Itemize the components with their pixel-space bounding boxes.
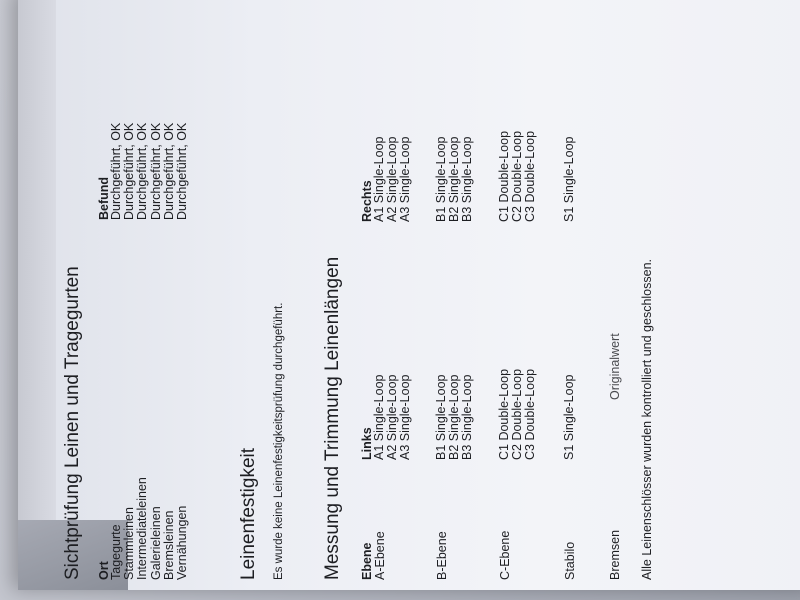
rechts-group-stabilo — [563, 137, 576, 222]
ebene-label: Stabilo — [563, 541, 577, 580]
line-entry: A3 Single-Loop — [398, 374, 413, 460]
column-header-befund: Befund — [97, 176, 111, 220]
document-page-continued — [600, 40, 680, 600]
rechts-group-c — [498, 131, 538, 222]
footer-note: Alle Leinenschlösser wurden kontrolliert und geschlossen. — [640, 258, 654, 580]
paper-curl — [18, 0, 56, 590]
line-entry: C1 Double-Loop — [497, 368, 511, 460]
links-group-b — [435, 375, 475, 460]
befund-list — [110, 123, 189, 220]
ebene-label: B-Ebene — [435, 531, 449, 580]
line-entry: C1 Double-Loop — [497, 130, 511, 222]
line-entry: S1 Single-Loop — [562, 374, 576, 460]
line-entry: B3 Single-Loop — [460, 374, 475, 460]
column-header-rechts: Rechts — [360, 180, 374, 222]
ebene-label: A-Ebene — [373, 531, 387, 580]
table-cell-ort: Galerieleinen — [148, 506, 163, 580]
links-group-a — [373, 375, 413, 460]
table-cell-ort: Bremsleinen — [161, 510, 176, 580]
ebene-label: C-Ebene — [498, 530, 512, 580]
document-page — [60, 40, 580, 600]
line-entry: B1 Single-Loop — [434, 136, 448, 222]
line-entry: C2 Double-Loop — [510, 368, 525, 460]
table-cell-ort: Tagegurte — [109, 524, 123, 580]
column-header-ebene: Ebene — [360, 542, 374, 580]
line-entry: C3 Double-Loop — [523, 368, 538, 460]
ort-list — [110, 477, 189, 580]
leinenfestigkeit-text: Es wurde keine Leinenfestigkeitsprüfung durchgeführt. — [273, 302, 285, 580]
table-cell-ort: Intermediateleinen — [135, 477, 150, 580]
column-header-ort: Ort — [97, 561, 111, 580]
table-cell-befund: Durchgeführt, OK — [161, 122, 176, 220]
bremsen-value: Originalwert — [608, 333, 622, 400]
line-entry: C3 Double-Loop — [523, 130, 538, 222]
table-cell-ort: Stammleinen — [122, 507, 137, 580]
links-group-c — [498, 369, 538, 460]
table-cell-befund: Durchgeführt, OK — [122, 122, 137, 220]
line-entry: A3 Single-Loop — [398, 136, 413, 222]
line-entry: A1 Single-Loop — [372, 136, 386, 222]
line-entry: B3 Single-Loop — [460, 136, 475, 222]
line-entry: B2 Single-Loop — [447, 136, 462, 222]
rechts-group-b — [435, 137, 475, 222]
bremsen-label: Bremsen — [608, 529, 622, 580]
line-entry: A2 Single-Loop — [385, 136, 400, 222]
links-group-stabilo — [563, 375, 576, 460]
line-entry: A1 Single-Loop — [372, 374, 386, 460]
table-cell-befund: Durchgeführt, OK — [135, 122, 150, 220]
line-entry: C2 Double-Loop — [510, 130, 525, 222]
table-cell-befund: Durchgeführt, OK — [175, 122, 190, 220]
table-cell-befund: Durchgeführt, OK — [109, 122, 123, 220]
line-entry: S1 Single-Loop — [562, 136, 576, 222]
section-title-messung: Messung und Trimmung Leinenlängen — [322, 256, 343, 580]
table-cell-befund: Durchgeführt, OK — [148, 122, 163, 220]
table-cell-ort: Vernähungen — [175, 505, 190, 580]
line-entry: B2 Single-Loop — [447, 374, 462, 460]
column-header-links: Links — [360, 427, 374, 460]
line-entry: A2 Single-Loop — [385, 374, 400, 460]
rechts-group-a — [373, 137, 413, 222]
line-entry: B1 Single-Loop — [434, 374, 448, 460]
section-title-leinenfestigkeit: Leinenfestigkeit — [238, 447, 259, 580]
section-title-sichtpruefung: Sichtprüfung Leinen und Tragegurten — [62, 266, 83, 580]
